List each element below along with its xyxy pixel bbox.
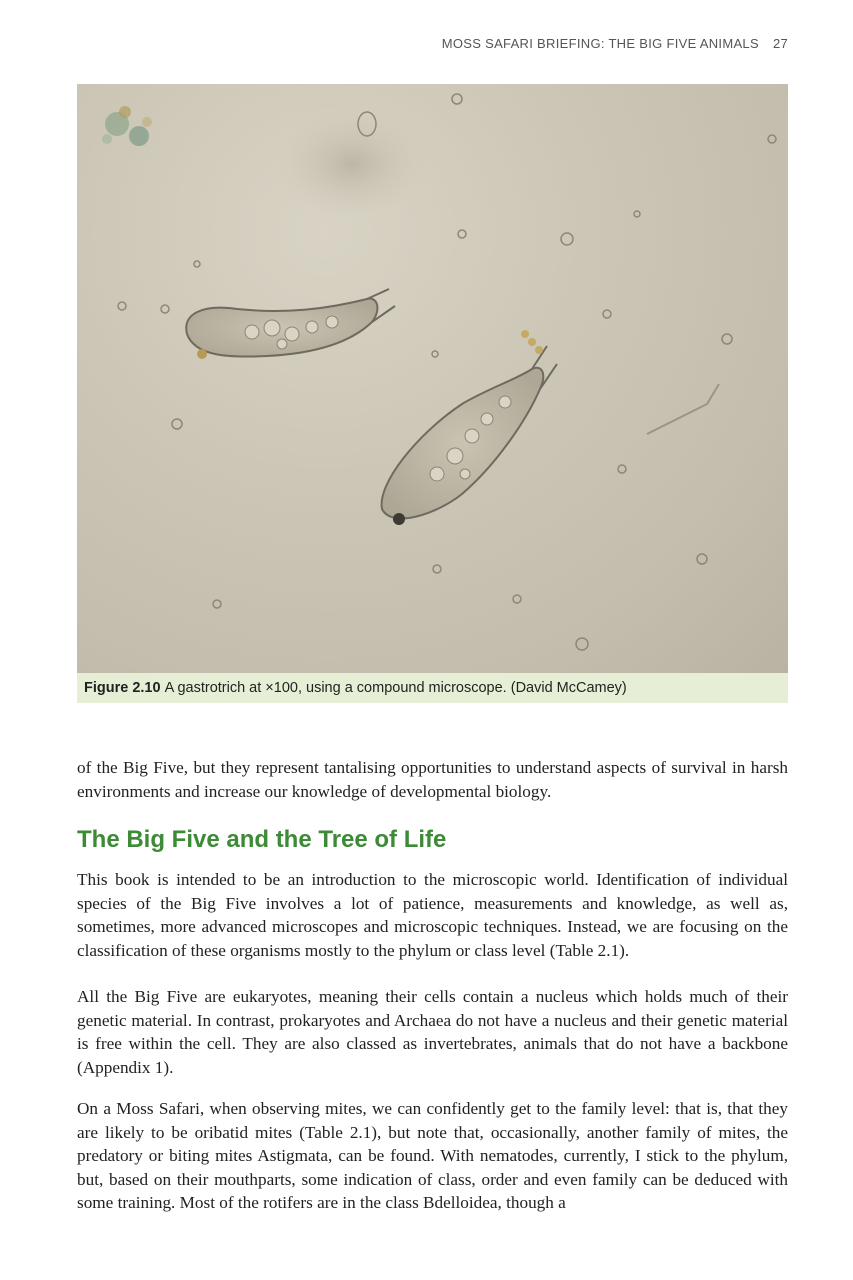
figure-caption-text: A gastrotrich at ×100, using a compound microscope. (David McCamey)	[164, 680, 627, 696]
running-header	[440, 36, 788, 51]
micrograph-image	[77, 84, 788, 673]
figure-label: Figure 2.10	[84, 680, 161, 696]
figure-caption	[77, 673, 788, 703]
paragraph-2: All the Big Five are eukaryotes, meaning their cells contain a nucleus which holds much of their genetic material. In contrast, prokaryotes and Archaea do not have a nucleus and their genetic material is free within the cell. They are also classed as invertebrates, animals that do not have a backbone (Appendix 1).	[77, 987, 788, 1077]
paragraph-3: On a Moss Safari, when observing mites, we can confidently get to the family level: that is, that they are likely to be oribatid mites (Table 2.1), but note that, occasionally, another family of mites, the predatory or biting mites Astigmata, can be found. With nematodes, currently, I stick to the phylum, but, based on their mouthparts, some indication of class, order and even family can be deduced with some training. Most of the rotifers are in the class Bdelloidea, though a	[77, 1099, 788, 1212]
figure	[77, 84, 788, 703]
gastrotrich-illustration	[77, 84, 788, 673]
paragraph-1: This book is intended to be an introduction to the microscopic world. Identification of individual species of the Big Five involves a lot of patience, measurements and knowledge, as well as, sometimes, more advanced microscopes and microscopic techniques. Instead, we are focusing on the classification of these organisms mostly to the phylum or class level (Table 2.1).	[77, 870, 788, 960]
page-number: 27	[772, 36, 788, 51]
running-title: MOSS SAFARI BRIEFING: THE BIG FIVE ANIMALS	[441, 36, 759, 51]
section-heading: The Big Five and the Tree of Life	[77, 826, 447, 853]
continuation-paragraph: of the Big Five, but they represent tantalising opportunities to understand aspects of survival in harsh environments and increase our knowledge of developmental biology.	[77, 758, 788, 801]
